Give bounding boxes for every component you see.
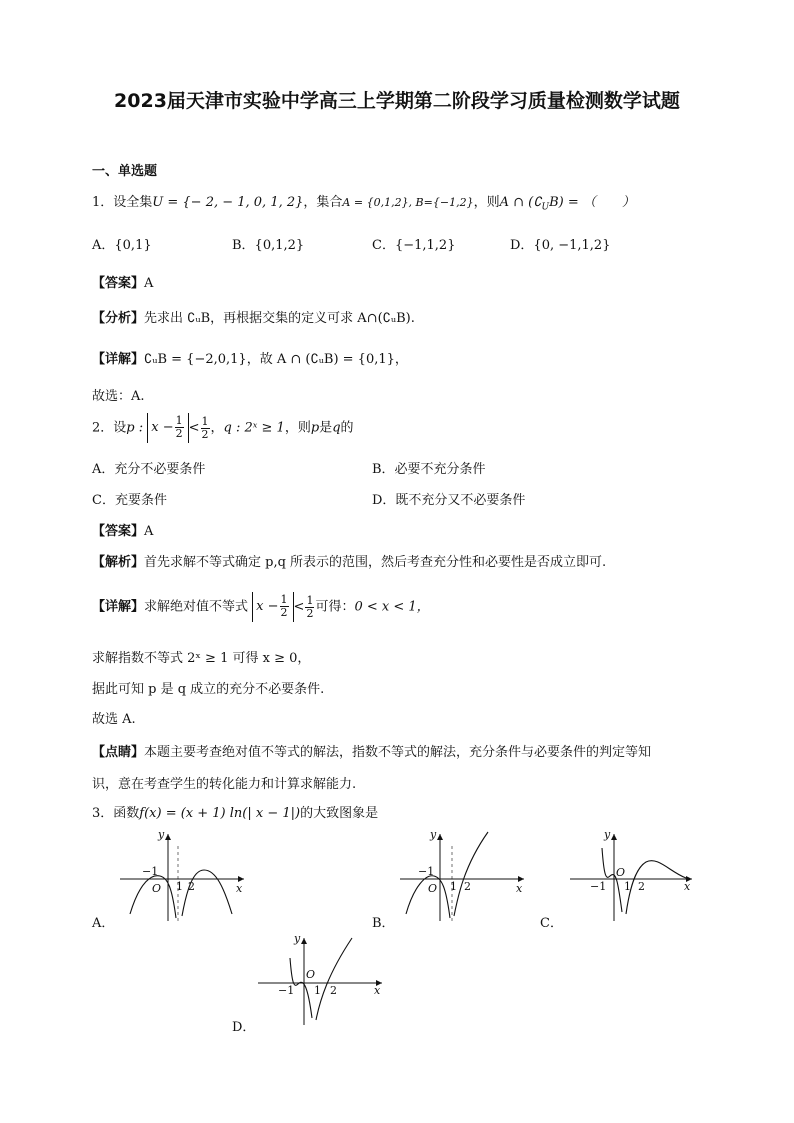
- page-title: 2023届天津市实验中学高三上学期第二阶段学习质量检测数学试题: [114, 90, 680, 112]
- tick-1: 1: [176, 880, 183, 893]
- y-label: y: [430, 828, 437, 841]
- frac-num: 1: [306, 593, 314, 607]
- x-label: x: [236, 882, 243, 895]
- q3-option-a-label: A．: [92, 916, 115, 931]
- detail-text: 求解绝对值不等式: [144, 599, 249, 615]
- frac-num: 1: [175, 414, 183, 427]
- x-label: x: [374, 984, 381, 997]
- curve-right: [316, 938, 352, 1020]
- frac-den: 2: [201, 427, 209, 441]
- question-3-stem: [92, 802, 378, 821]
- tick-neg1: −1: [278, 984, 295, 997]
- curve-right: [182, 870, 232, 916]
- answer-value: A: [144, 276, 154, 291]
- q2-detail-fraction-2: [305, 595, 314, 620]
- answer-tag: 【答案】: [92, 524, 145, 539]
- q2-option-c: C．充要条件: [92, 493, 167, 508]
- detail-tag: 【详解】: [92, 352, 145, 367]
- q3-stem-text-2: 的大致图象是: [300, 806, 379, 821]
- y-axis-arrow: [301, 938, 307, 944]
- tick-1: 1: [624, 880, 631, 893]
- q3-graph-b: [392, 826, 534, 926]
- origin-label: O: [616, 866, 626, 879]
- origin-label: O: [428, 882, 438, 895]
- frac-num: 1: [280, 593, 288, 606]
- q2-stem-text: 2．设: [92, 420, 127, 436]
- y-label: y: [294, 932, 301, 945]
- q1-expr-end: B) = （ ）: [549, 195, 635, 210]
- q2-fraction-2: [201, 416, 210, 441]
- q1-set-ab: A = {0,1,2}, B={−1,2}: [342, 196, 474, 209]
- detail-tag: 【详解】: [92, 599, 145, 615]
- q1-option-a: A．{0,1}: [92, 238, 152, 253]
- q1-answer: [92, 272, 153, 291]
- y-axis-arrow: [611, 834, 617, 840]
- q2-choose: 故选 A.: [92, 712, 136, 727]
- q2-line-3: 据此可知 p 是 q 成立的充分不必要条件.: [92, 682, 325, 697]
- q2-lt: <: [188, 420, 200, 436]
- origin-label: O: [306, 968, 316, 981]
- q2-comment: [92, 741, 651, 760]
- curve-right: [454, 832, 488, 916]
- origin-label: O: [152, 882, 162, 895]
- q2-stem-text-5: 的: [340, 420, 354, 436]
- q2-abs-x: x −: [151, 420, 174, 435]
- tick-neg1: −1: [590, 880, 607, 893]
- q1-option-c: C．{−1,1,2}: [372, 238, 456, 253]
- q2-stem-text-3: ，则: [284, 420, 311, 436]
- q1-stem-text-3: ，则: [473, 195, 500, 210]
- q1-set-u: U = {− 2, − 1, 0, 1, 2}: [152, 195, 304, 210]
- y-label: y: [158, 828, 165, 841]
- q2-p2: p: [310, 420, 320, 436]
- q1-option-b: B．{0,1,2}: [232, 238, 305, 253]
- q2-abs-expression: [147, 413, 188, 443]
- curve-right: [626, 861, 686, 914]
- q2-line-2: 求解指数不等式 2ˣ ≥ 1 可得 x ≥ 0，: [92, 651, 311, 666]
- frac-den: 2: [280, 606, 288, 619]
- comment-tag: 【点睛】: [92, 745, 145, 760]
- x-label: x: [684, 880, 691, 893]
- q1-stem-text: 1．设全集: [92, 195, 153, 210]
- q3-option-d-label: D．: [232, 1020, 256, 1035]
- q3-graph-a: [112, 826, 254, 926]
- answer-tag: 【答案】: [92, 276, 145, 291]
- q3-graph-c: [562, 826, 704, 926]
- detail-text: ∁ᵤB = {−2,0,1}，故 A ∩ (∁ᵤB) = {0,1}，: [144, 352, 408, 367]
- y-axis-arrow: [437, 834, 443, 840]
- detail-text-2: 可得：: [315, 599, 355, 615]
- tick-1: 1: [314, 984, 321, 997]
- q1-expr: A ∩ (∁: [499, 195, 542, 210]
- q1-analysis: [92, 307, 415, 326]
- q3-stem-text: 3．函数: [92, 806, 140, 821]
- tick-2: 2: [188, 880, 195, 893]
- x-label: x: [516, 882, 523, 895]
- tick-neg1: −1: [418, 865, 435, 878]
- tick-2: 2: [638, 880, 645, 893]
- q2-stem-text-4: 是: [319, 420, 333, 436]
- q2-abs-x: x −: [256, 599, 279, 614]
- q3-graph-d: [252, 930, 394, 1030]
- frac-den: 2: [175, 427, 183, 440]
- analysis-tag: 【解析】: [92, 555, 145, 570]
- analysis-tag: 【分析】: [92, 311, 145, 326]
- tick-1: 1: [450, 880, 457, 893]
- q2-comment-2: 识，意在考查学生的转化能力和计算求解能力.: [92, 777, 357, 792]
- q2-option-b: B．必要不充分条件: [372, 462, 486, 477]
- q3-function: f(x) = (x + 1) ln(| x − 1|): [139, 806, 301, 821]
- question-1-stem: [92, 191, 635, 213]
- q1-detail: [92, 348, 408, 367]
- q2-fraction: [175, 415, 184, 440]
- q1-expr-sub: U: [541, 202, 550, 213]
- tick-neg1: −1: [142, 865, 159, 878]
- q3-option-b-label: B．: [372, 916, 395, 931]
- q1-stem-text-2: ，集合: [303, 195, 343, 210]
- tick-2: 2: [464, 880, 471, 893]
- detail-result: 0 < x < 1，: [354, 599, 430, 615]
- y-axis-arrow: [165, 834, 171, 840]
- analysis-text: 先求出 ∁ᵤB，再根据交集的定义可求 A∩(∁ᵤB).: [144, 311, 415, 326]
- q2-option-d: D．既不充分又不必要条件: [372, 493, 526, 508]
- frac-den: 2: [306, 606, 314, 620]
- q2-q2: q: [332, 420, 341, 436]
- q2-option-a: A．充分不必要条件: [92, 462, 206, 477]
- q2-analysis: [92, 551, 606, 570]
- q2-detail-fraction: [280, 594, 289, 619]
- q1-choose: 故选：A.: [92, 389, 145, 404]
- comment-text: 本题主要考查绝对值不等式的解法，指数不等式的解法，充分条件与必要条件的判定等知: [144, 745, 652, 760]
- q2-p: p :: [126, 420, 144, 436]
- analysis-text: 首先求解不等式确定 p,q 所表示的范围，然后考查充分性和必要性是否成立即可.: [144, 555, 607, 570]
- q2-stem-text-2: ，: [210, 420, 224, 436]
- q2-lt: <: [293, 599, 305, 615]
- y-label: y: [604, 828, 611, 841]
- frac-num: 1: [201, 414, 209, 428]
- answer-value: A: [144, 524, 154, 539]
- question-2-stem: [92, 413, 354, 443]
- section-heading: 一、单选题: [92, 164, 158, 179]
- tick-2: 2: [330, 984, 337, 997]
- q1-option-d: D．{0, −1,1,2}: [510, 238, 611, 253]
- q2-detail: [92, 592, 430, 622]
- q3-option-c-label: C．: [540, 916, 563, 931]
- q2-detail-abs: [252, 592, 293, 622]
- q2-q: q : 2ˣ ≥ 1: [223, 420, 285, 436]
- q2-answer: [92, 520, 153, 539]
